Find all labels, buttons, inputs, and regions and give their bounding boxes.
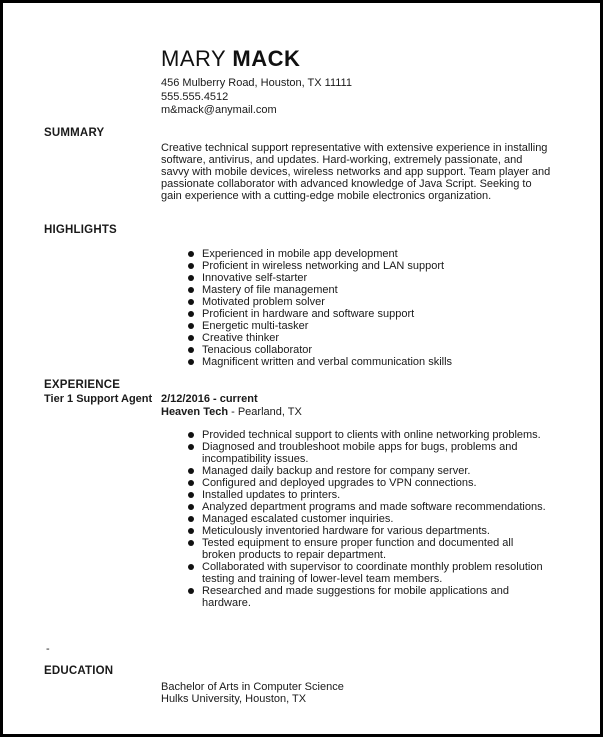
bullet-icon [188, 251, 194, 257]
bullet-icon [188, 480, 194, 486]
degree: Bachelor of Arts in Computer Science [161, 681, 344, 693]
list-item: Proficient in hardware and software support [187, 308, 567, 320]
address: 456 Mulberry Road, Houston, TX 11111 [161, 77, 352, 89]
bullet-icon [188, 492, 194, 498]
list-item: Energetic multi-tasker [187, 320, 567, 332]
job-dates: 2/12/2016 - current [161, 393, 258, 405]
bullet-icon [188, 468, 194, 474]
company-location: - Pearland, TX [228, 406, 302, 418]
last-name: MACK [232, 46, 301, 71]
list-item: Magnificent written and verbal communication skills [187, 356, 567, 368]
duties-list [187, 429, 547, 609]
list-item: Configured and deployed upgrades to VPN connections. [187, 477, 547, 489]
job-company [161, 406, 302, 418]
experience-heading: EXPERIENCE [44, 379, 121, 391]
list-item: Installed updates to printers. [187, 489, 547, 501]
candidate-name [161, 46, 300, 72]
summary-text: Creative technical support representative with extensive experience in installing software, antivirus, and updates. Hard-working, extremely passionate, and savvy with mobile devices, wireless networks and app support. Team player and passionate collaborator with advanced knowledge of Java Script. Seeking to gain experience with a cutting-edge mobile electronics organization. [161, 142, 551, 202]
bullet-icon [188, 432, 194, 438]
contact-block [161, 77, 352, 118]
list-item: Provided technical support to clients with online networking problems. [187, 429, 547, 441]
bullet-icon [188, 263, 194, 269]
bullet-icon [188, 287, 194, 293]
bullet-icon [188, 540, 194, 546]
section-separator: - [46, 643, 50, 655]
email: m&mack@anymail.com [161, 104, 277, 116]
bullet-icon [188, 564, 194, 570]
education-heading: EDUCATION [44, 665, 114, 677]
list-item: Creative thinker [187, 332, 567, 344]
bullet-icon [188, 275, 194, 281]
school: Hulks University, Houston, TX [161, 693, 307, 705]
highlights-heading: HIGHLIGHTS [44, 224, 117, 236]
list-item: Motivated problem solver [187, 296, 567, 308]
bullet-icon [188, 335, 194, 341]
bullet-icon [188, 347, 194, 353]
bullet-icon [188, 444, 194, 450]
list-item: Experienced in mobile app development [187, 248, 567, 260]
bullet-icon [188, 516, 194, 522]
bullet-icon [188, 323, 194, 329]
bullet-icon [188, 299, 194, 305]
list-item: Managed daily backup and restore for company server. [187, 465, 547, 477]
highlights-list [187, 248, 567, 368]
list-item: Meticulously inventoried hardware for various departments. [187, 525, 547, 537]
list-item: Researched and made suggestions for mobile applications and hardware. [187, 585, 547, 609]
list-item: Tenacious collaborator [187, 344, 567, 356]
bullet-icon [188, 359, 194, 365]
company-name: Heaven Tech [161, 406, 229, 418]
list-item: Collaborated with supervisor to coordinate monthly problem resolution testing and training of lower-level team members. [187, 561, 547, 585]
phone: 555.555.4512 [161, 90, 229, 103]
list-item: Proficient in wireless networking and LAN support [187, 260, 567, 272]
education-block [161, 681, 344, 705]
bullet-icon [188, 311, 194, 317]
job-title: Tier 1 Support Agent [44, 393, 153, 405]
list-item: Analyzed department programs and made software recommendations. [187, 501, 547, 513]
first-name: MARY [161, 46, 226, 71]
summary-heading: SUMMARY [44, 127, 105, 139]
list-item: Diagnosed and troubleshoot mobile apps for bugs, problems and incompatibility issues. [187, 441, 547, 465]
bullet-icon [188, 504, 194, 510]
list-item: Managed escalated customer inquiries. [187, 513, 547, 525]
bullet-icon [188, 528, 194, 534]
bullet-icon [188, 588, 194, 594]
list-item: Tested equipment to ensure proper function and documented all broken products to repair department. [187, 537, 547, 561]
list-item: Mastery of file management [187, 284, 567, 296]
list-item: Innovative self-starter [187, 272, 567, 284]
